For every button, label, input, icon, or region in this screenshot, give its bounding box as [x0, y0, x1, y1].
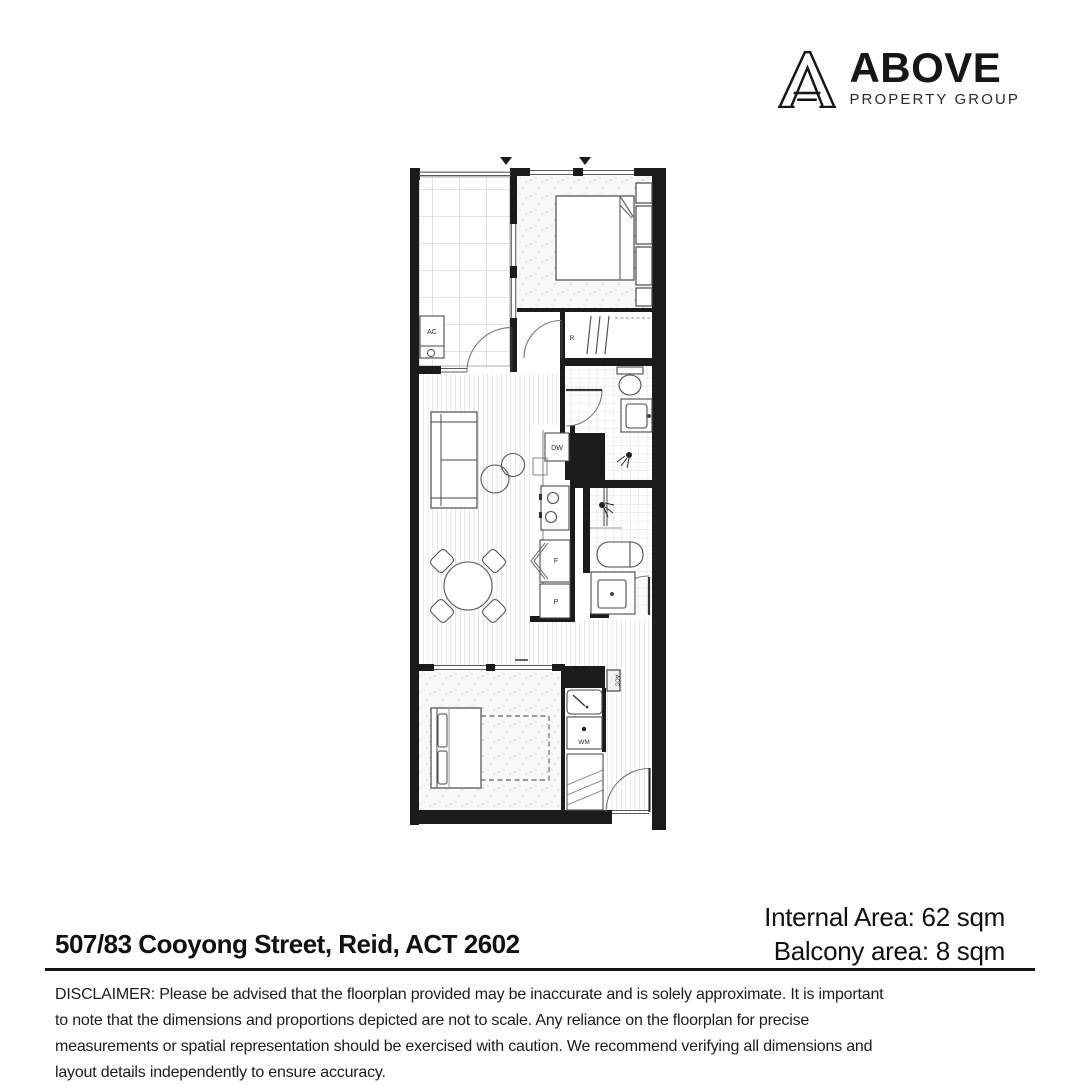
laundry: [567, 690, 603, 810]
label-access: ACC: [613, 674, 620, 687]
label-fridge: F: [553, 558, 559, 565]
label-dishwasher: DW: [551, 445, 563, 452]
floorplan-svg: [408, 153, 670, 833]
ac-unit: [420, 316, 444, 358]
balcony-area: Balcony area: 8 sqm: [773, 936, 1005, 966]
robe: [565, 312, 652, 358]
brand-logo: [778, 44, 1020, 108]
brand-tagline: PROPERTY GROUP: [849, 91, 1020, 108]
floorplan-drawing: [408, 153, 670, 833]
label-pantry: P: [553, 599, 559, 606]
internal-area: Internal Area: 62 sqm: [764, 902, 1005, 932]
area-summary: [764, 900, 1005, 968]
property-address: 507/83 Cooyong Street, Reid, ACT 2602: [55, 929, 520, 959]
label-ac: AC: [427, 329, 437, 336]
sofa: [431, 412, 477, 508]
divider-rule: [45, 968, 1035, 971]
label-robe: R: [569, 335, 575, 342]
above-logo-a-icon: [778, 48, 836, 108]
laundry-sink: [567, 690, 602, 714]
dining-table: [444, 562, 492, 610]
disclaimer-text: DISCLAIMER: Please be advised that the floorplan provided may be inaccurate and is solely approximate. It is important to note that the dimensions and proportions depicted are not to scale. Any reliance on the floorplan for precise measurements or spatial representation should be exercised with caution. We recommend verifying all dimensions and layout details independently to ensure accuracy.: [55, 986, 884, 1081]
label-washing-machine: WM: [578, 739, 590, 746]
bed-2: [431, 708, 481, 788]
brand-name: ABOVE: [849, 44, 1002, 91]
